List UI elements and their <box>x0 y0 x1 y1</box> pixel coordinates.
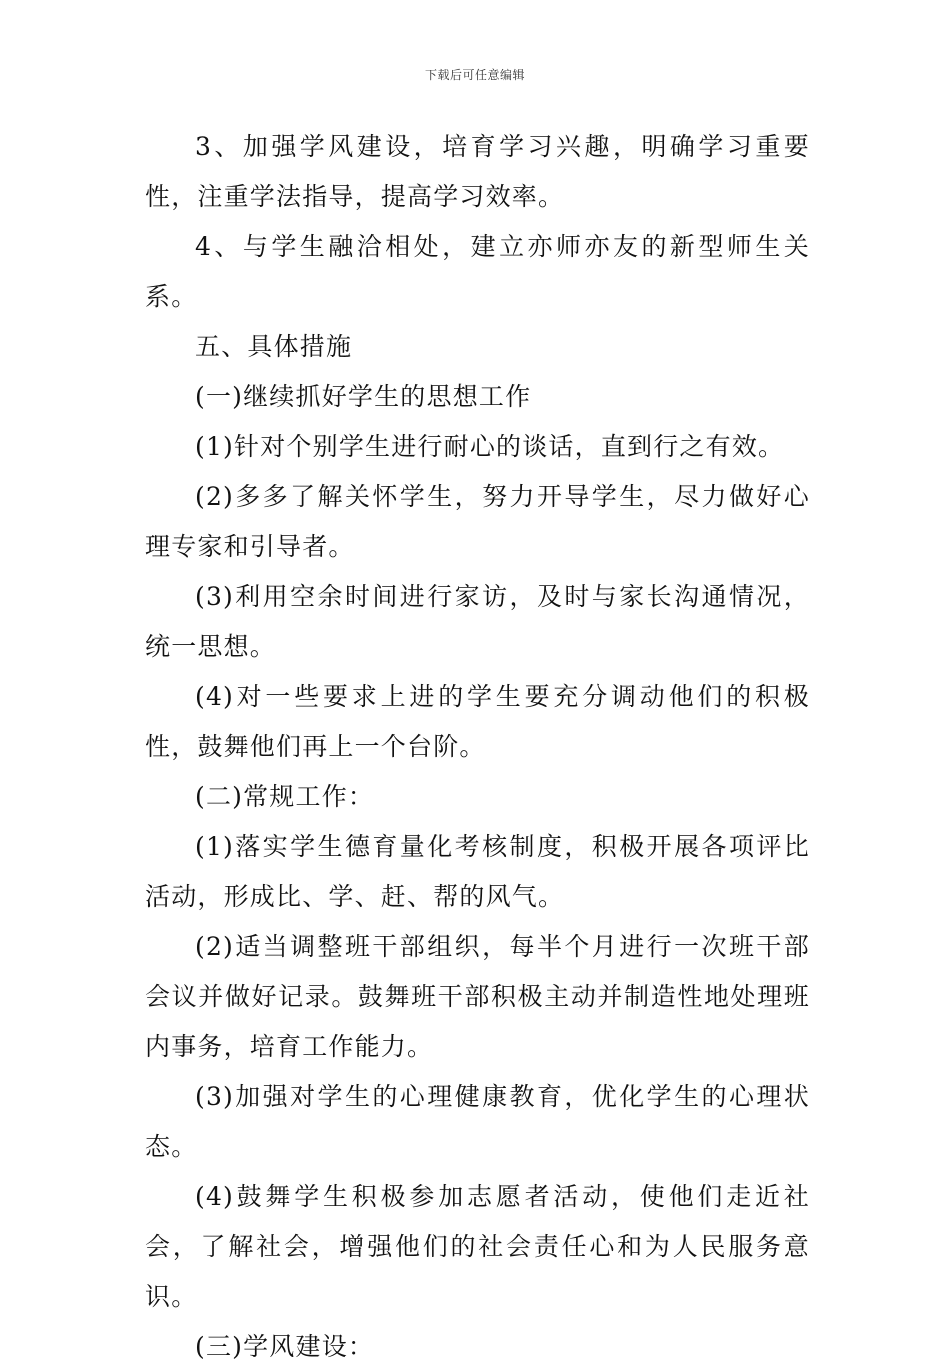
paragraph-goal-3: 3、加强学风建设，培育学习兴趣，明确学习重要性，注重学法指导，提高学习效率。 <box>145 132 810 211</box>
paragraph-routine-1: (1)落实学生德育量化考核制度，积极开展各项评比活动，形成比、学、赶、帮的风气。 <box>145 832 810 911</box>
paragraph-ideology-1: (1)针对个别学生进行耐心的谈话，直到行之有效。 <box>195 432 785 461</box>
section-heading-measures: 五、具体措施 <box>195 332 353 361</box>
document-body <box>145 122 810 1372</box>
subsection-heading-routine: (二)常规工作： <box>195 782 375 811</box>
paragraph-routine-2: (2)适当调整班干部组织，每半个月进行一次班干部会议并做好记录。鼓舞班干部积极主动并制造性地处理班内事务，培育工作能力。 <box>145 932 810 1061</box>
page-header: 下载后可任意编辑 <box>424 68 525 82</box>
subsection-heading-study-style: (三)学风建设： <box>195 1332 375 1361</box>
paragraph-ideology-4: (4)对一些要求上进的学生要充分调动他们的积极性，鼓舞他们再上一个台阶。 <box>145 682 810 761</box>
paragraph-goal-4: 4、与学生融洽相处，建立亦师亦友的新型师生关系。 <box>145 232 810 311</box>
paragraph-routine-4: (4)鼓舞学生积极参加志愿者活动，使他们走近社会，了解社会，增强他们的社会责任心和为人民服务意识。 <box>145 1182 810 1311</box>
paragraph-routine-3: (3)加强对学生的心理健康教育，优化学生的心理状态。 <box>145 1082 810 1161</box>
subsection-heading-ideology: (一)继续抓好学生的思想工作 <box>195 382 532 411</box>
paragraph-ideology-2: (2)多多了解关怀学生，努力开导学生，尽力做好心理专家和引导者。 <box>145 482 810 561</box>
paragraph-ideology-3: (3)利用空余时间进行家访，及时与家长沟通情况，统一思想。 <box>145 582 810 661</box>
